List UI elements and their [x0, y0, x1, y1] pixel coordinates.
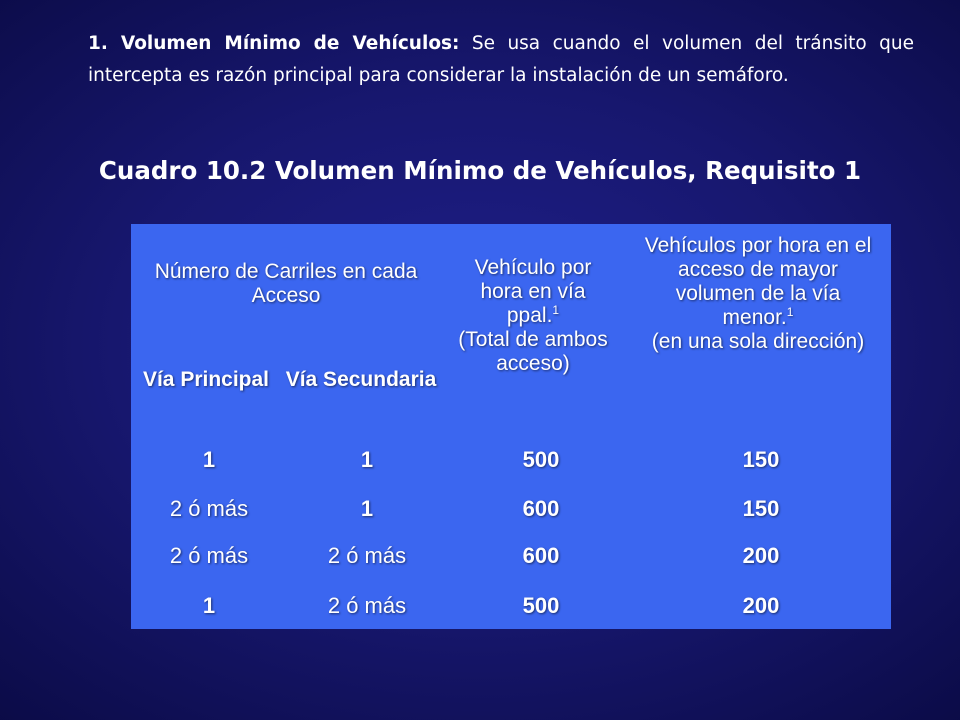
col3-header-main: Vehículo por hora en vía ppal. — [474, 256, 592, 327]
table-cell: 1 — [202, 593, 216, 618]
col3-header — [453, 256, 613, 376]
intro-paragraph — [88, 28, 914, 92]
col4-header — [639, 234, 877, 354]
table-caption: Cuadro 10.2 Volumen Mínimo de Vehículos, Requisito 1 — [98, 156, 862, 185]
intro-body: Se usa cuando el volumen del tránsito que intercepta es razón principal para considerar la instalación de un semáforo. — [88, 33, 914, 86]
table-cell: 600 — [522, 496, 560, 521]
col4-footnote-mark: 1 — [786, 305, 794, 319]
col4-header-note: (en una sola dirección) — [651, 330, 865, 353]
col3-footnote-mark: 1 — [552, 303, 560, 317]
table-cell: 500 — [522, 593, 560, 618]
subheader-via-principal: Vía Principal — [142, 368, 270, 391]
table-cell: 2 ó más — [169, 496, 249, 521]
intro-lead: 1. Volumen Mínimo de Vehículos: — [88, 33, 460, 54]
table-cell: 600 — [522, 543, 560, 568]
table-cell: 500 — [522, 447, 560, 472]
table-cell: 200 — [742, 543, 780, 568]
table-cell: 150 — [742, 447, 780, 472]
table-panel — [131, 224, 891, 629]
table-cell: 200 — [742, 593, 780, 618]
table-cell: 2 ó más — [169, 543, 249, 568]
table-cell: 1 — [202, 447, 216, 472]
table-cell: 2 ó más — [327, 543, 407, 568]
table-cell: 150 — [742, 496, 780, 521]
table-cell: 1 — [360, 447, 374, 472]
col3-header-note: (Total de ambos acceso) — [458, 328, 608, 375]
subheader-via-secundaria: Vía Secundaria — [285, 368, 437, 391]
col4-header-main: Vehículos por hora en el acceso de mayor volumen de la vía menor. — [644, 234, 872, 329]
group-header: Número de Carriles en cada Acceso — [154, 260, 418, 307]
table-cell: 2 ó más — [327, 593, 407, 618]
table-cell: 1 — [360, 496, 374, 521]
